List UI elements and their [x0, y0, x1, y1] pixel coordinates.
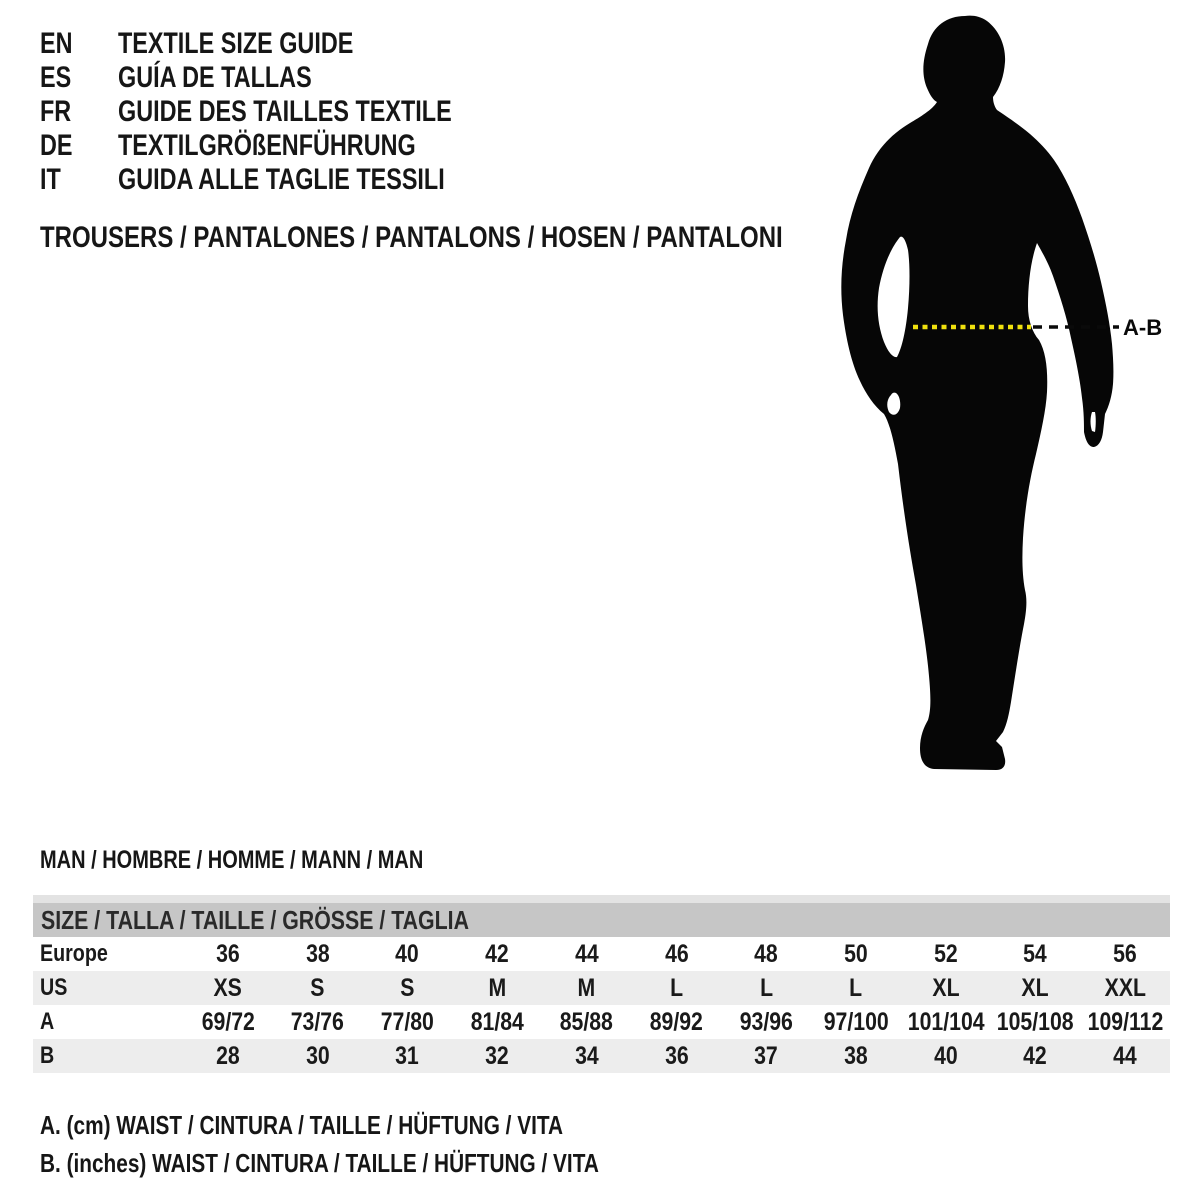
size-value-text: 105/108 — [997, 1007, 1075, 1036]
size-value-cell — [632, 971, 722, 1005]
section-heading-man — [40, 845, 519, 875]
size-value-text: 37 — [754, 1041, 778, 1070]
size-value-cell — [183, 1005, 273, 1039]
size-table-grid — [33, 937, 1170, 1073]
size-value-cell — [362, 971, 452, 1005]
size-value-text: 42 — [485, 939, 509, 968]
language-code-label: DE — [40, 129, 73, 162]
size-value-cell — [452, 937, 542, 971]
size-value-cell — [452, 1039, 542, 1073]
row-label-cell — [33, 1005, 183, 1039]
size-value-text: 46 — [664, 939, 689, 968]
size-value-text: 109/112 — [1087, 1007, 1163, 1036]
size-value-text: 42 — [1023, 1041, 1048, 1070]
size-table-header — [33, 903, 1170, 937]
size-value-text: 34 — [574, 1041, 599, 1070]
size-value-text: XS — [213, 973, 243, 1002]
size-value-text: 30 — [305, 1041, 330, 1070]
size-value-cell — [990, 971, 1080, 1005]
size-value-cell — [1080, 1005, 1170, 1039]
size-value-cell — [901, 1039, 991, 1073]
size-value-text: 36 — [664, 1041, 689, 1070]
size-value-cell — [542, 937, 632, 971]
size-value-cell — [183, 971, 273, 1005]
size-value-text: XL — [932, 973, 960, 1002]
size-value-cell — [273, 971, 363, 1005]
size-table-row — [33, 1039, 1170, 1073]
size-value-text: 54 — [1023, 939, 1048, 968]
size-value-text: 73/76 — [290, 1007, 345, 1036]
footnote-b — [40, 1148, 739, 1179]
row-label-text: Europe — [40, 940, 108, 967]
size-value-text: L — [669, 973, 683, 1002]
size-value-cell — [362, 1005, 452, 1039]
size-value-text: L — [759, 973, 773, 1002]
size-value-cell — [362, 937, 452, 971]
size-value-text: 89/92 — [649, 1007, 704, 1036]
size-table-row — [33, 1005, 1170, 1039]
size-value-cell — [452, 1005, 542, 1039]
row-label-text: B — [40, 1042, 55, 1069]
size-value-cell — [542, 1039, 632, 1073]
size-value-cell — [901, 937, 991, 971]
size-value-text: 38 — [305, 939, 330, 968]
footnotes — [40, 1110, 739, 1186]
size-value-text: 32 — [485, 1041, 509, 1070]
size-value-cell — [811, 937, 901, 971]
size-value-text: M — [488, 973, 506, 1002]
size-table-row — [33, 971, 1170, 1005]
language-code-label: ES — [40, 61, 72, 94]
size-value-cell — [721, 1039, 811, 1073]
size-value-cell — [901, 1005, 991, 1039]
size-value-text: 44 — [574, 939, 599, 968]
size-value-cell — [273, 937, 363, 971]
size-value-text: 36 — [216, 939, 240, 968]
measure-label-ab: A-B — [1123, 315, 1163, 340]
size-value-cell — [362, 1039, 452, 1073]
size-value-text: 44 — [1113, 1041, 1137, 1070]
size-table-row — [33, 937, 1170, 971]
size-value-text: 101/104 — [907, 1007, 985, 1036]
size-value-cell — [990, 937, 1080, 971]
size-value-text: 77/80 — [380, 1007, 434, 1036]
man-silhouette-figure — [820, 0, 1200, 800]
size-value-text: 50 — [844, 939, 868, 968]
row-label-cell — [33, 1039, 183, 1073]
language-code-label: FR — [40, 95, 72, 128]
size-value-cell — [901, 971, 991, 1005]
size-value-text: L — [849, 973, 863, 1002]
row-label-text: US — [40, 974, 68, 1001]
category-heading-text: TROUSERS / PANTALONES / PANTALONS / HOSEN / PANTALONI — [40, 221, 783, 254]
size-value-text: S — [310, 973, 325, 1002]
row-label-cell — [33, 971, 183, 1005]
size-value-text: 85/88 — [560, 1007, 614, 1036]
size-value-cell — [811, 1039, 901, 1073]
size-value-cell — [990, 1005, 1080, 1039]
size-value-cell — [1080, 937, 1170, 971]
footnote-b-text: B. (inches) WAIST / CINTURA / TAILLE / HÜFTUNG / VITA — [40, 1148, 599, 1178]
table-top-strip — [33, 895, 1170, 903]
size-value-text: 93/96 — [739, 1007, 793, 1036]
size-value-text: 40 — [395, 939, 420, 968]
man-silhouette — [841, 16, 1113, 770]
size-value-text: XXL — [1104, 973, 1146, 1002]
language-row — [40, 95, 546, 129]
size-value-text: 56 — [1113, 939, 1137, 968]
size-value-text: 31 — [395, 1041, 420, 1070]
size-value-text: 28 — [216, 1041, 240, 1070]
size-value-cell — [1080, 1039, 1170, 1073]
footnote-a-text: A. (cm) WAIST / CINTURA / TAILLE / HÜFTUNG / VITA — [40, 1110, 564, 1140]
row-label-text: A — [40, 1008, 55, 1035]
language-row — [40, 61, 546, 95]
language-code-label: IT — [40, 163, 61, 196]
language-guide-list — [40, 27, 546, 197]
size-value-cell — [632, 937, 722, 971]
footnote-a — [40, 1110, 739, 1141]
language-title-label: GUIDE DES TAILLES TEXTILE — [118, 95, 452, 128]
row-label-cell — [33, 937, 183, 971]
size-value-cell — [990, 1039, 1080, 1073]
language-code-label: EN — [40, 27, 73, 60]
size-value-text: 97/100 — [823, 1007, 889, 1036]
size-table — [33, 895, 1170, 1073]
size-value-cell — [273, 1039, 363, 1073]
language-title-label: GUIDA ALLE TAGLIE TESSILI — [118, 163, 445, 196]
size-value-cell — [542, 1005, 632, 1039]
size-value-text: 52 — [933, 939, 958, 968]
size-value-text: 38 — [844, 1041, 868, 1070]
size-value-text: M — [577, 973, 596, 1002]
size-value-text: 48 — [754, 939, 778, 968]
size-value-text: 69/72 — [201, 1007, 255, 1036]
language-title-label: TEXTILGRÖßENFÜHRUNG — [118, 129, 416, 162]
size-value-cell — [183, 937, 273, 971]
language-row — [40, 163, 546, 197]
size-value-cell — [632, 1039, 722, 1073]
size-value-cell — [811, 971, 901, 1005]
size-value-cell — [632, 1005, 722, 1039]
size-value-cell — [452, 971, 542, 1005]
size-value-cell — [721, 971, 811, 1005]
size-value-cell — [811, 1005, 901, 1039]
size-value-text: 81/84 — [470, 1007, 524, 1036]
section-heading-text: MAN / HOMBRE / HOMME / MANN / MAN — [40, 846, 424, 874]
language-title-label: TEXTILE SIZE GUIDE — [118, 27, 354, 60]
language-title-label: GUÍA DE TALLAS — [118, 61, 312, 94]
size-value-cell — [721, 1005, 811, 1039]
size-value-text: S — [400, 973, 415, 1002]
size-value-cell — [183, 1039, 273, 1073]
size-value-cell — [1080, 971, 1170, 1005]
size-value-cell — [273, 1005, 363, 1039]
language-row — [40, 129, 546, 163]
size-value-cell — [542, 971, 632, 1005]
language-row — [40, 27, 546, 61]
size-value-cell — [721, 937, 811, 971]
size-value-text: XL — [1021, 973, 1049, 1002]
size-value-text: 40 — [933, 1041, 958, 1070]
size-table-header-text: SIZE / TALLA / TAILLE / GRÖSSE / TAGLIA — [41, 905, 469, 935]
